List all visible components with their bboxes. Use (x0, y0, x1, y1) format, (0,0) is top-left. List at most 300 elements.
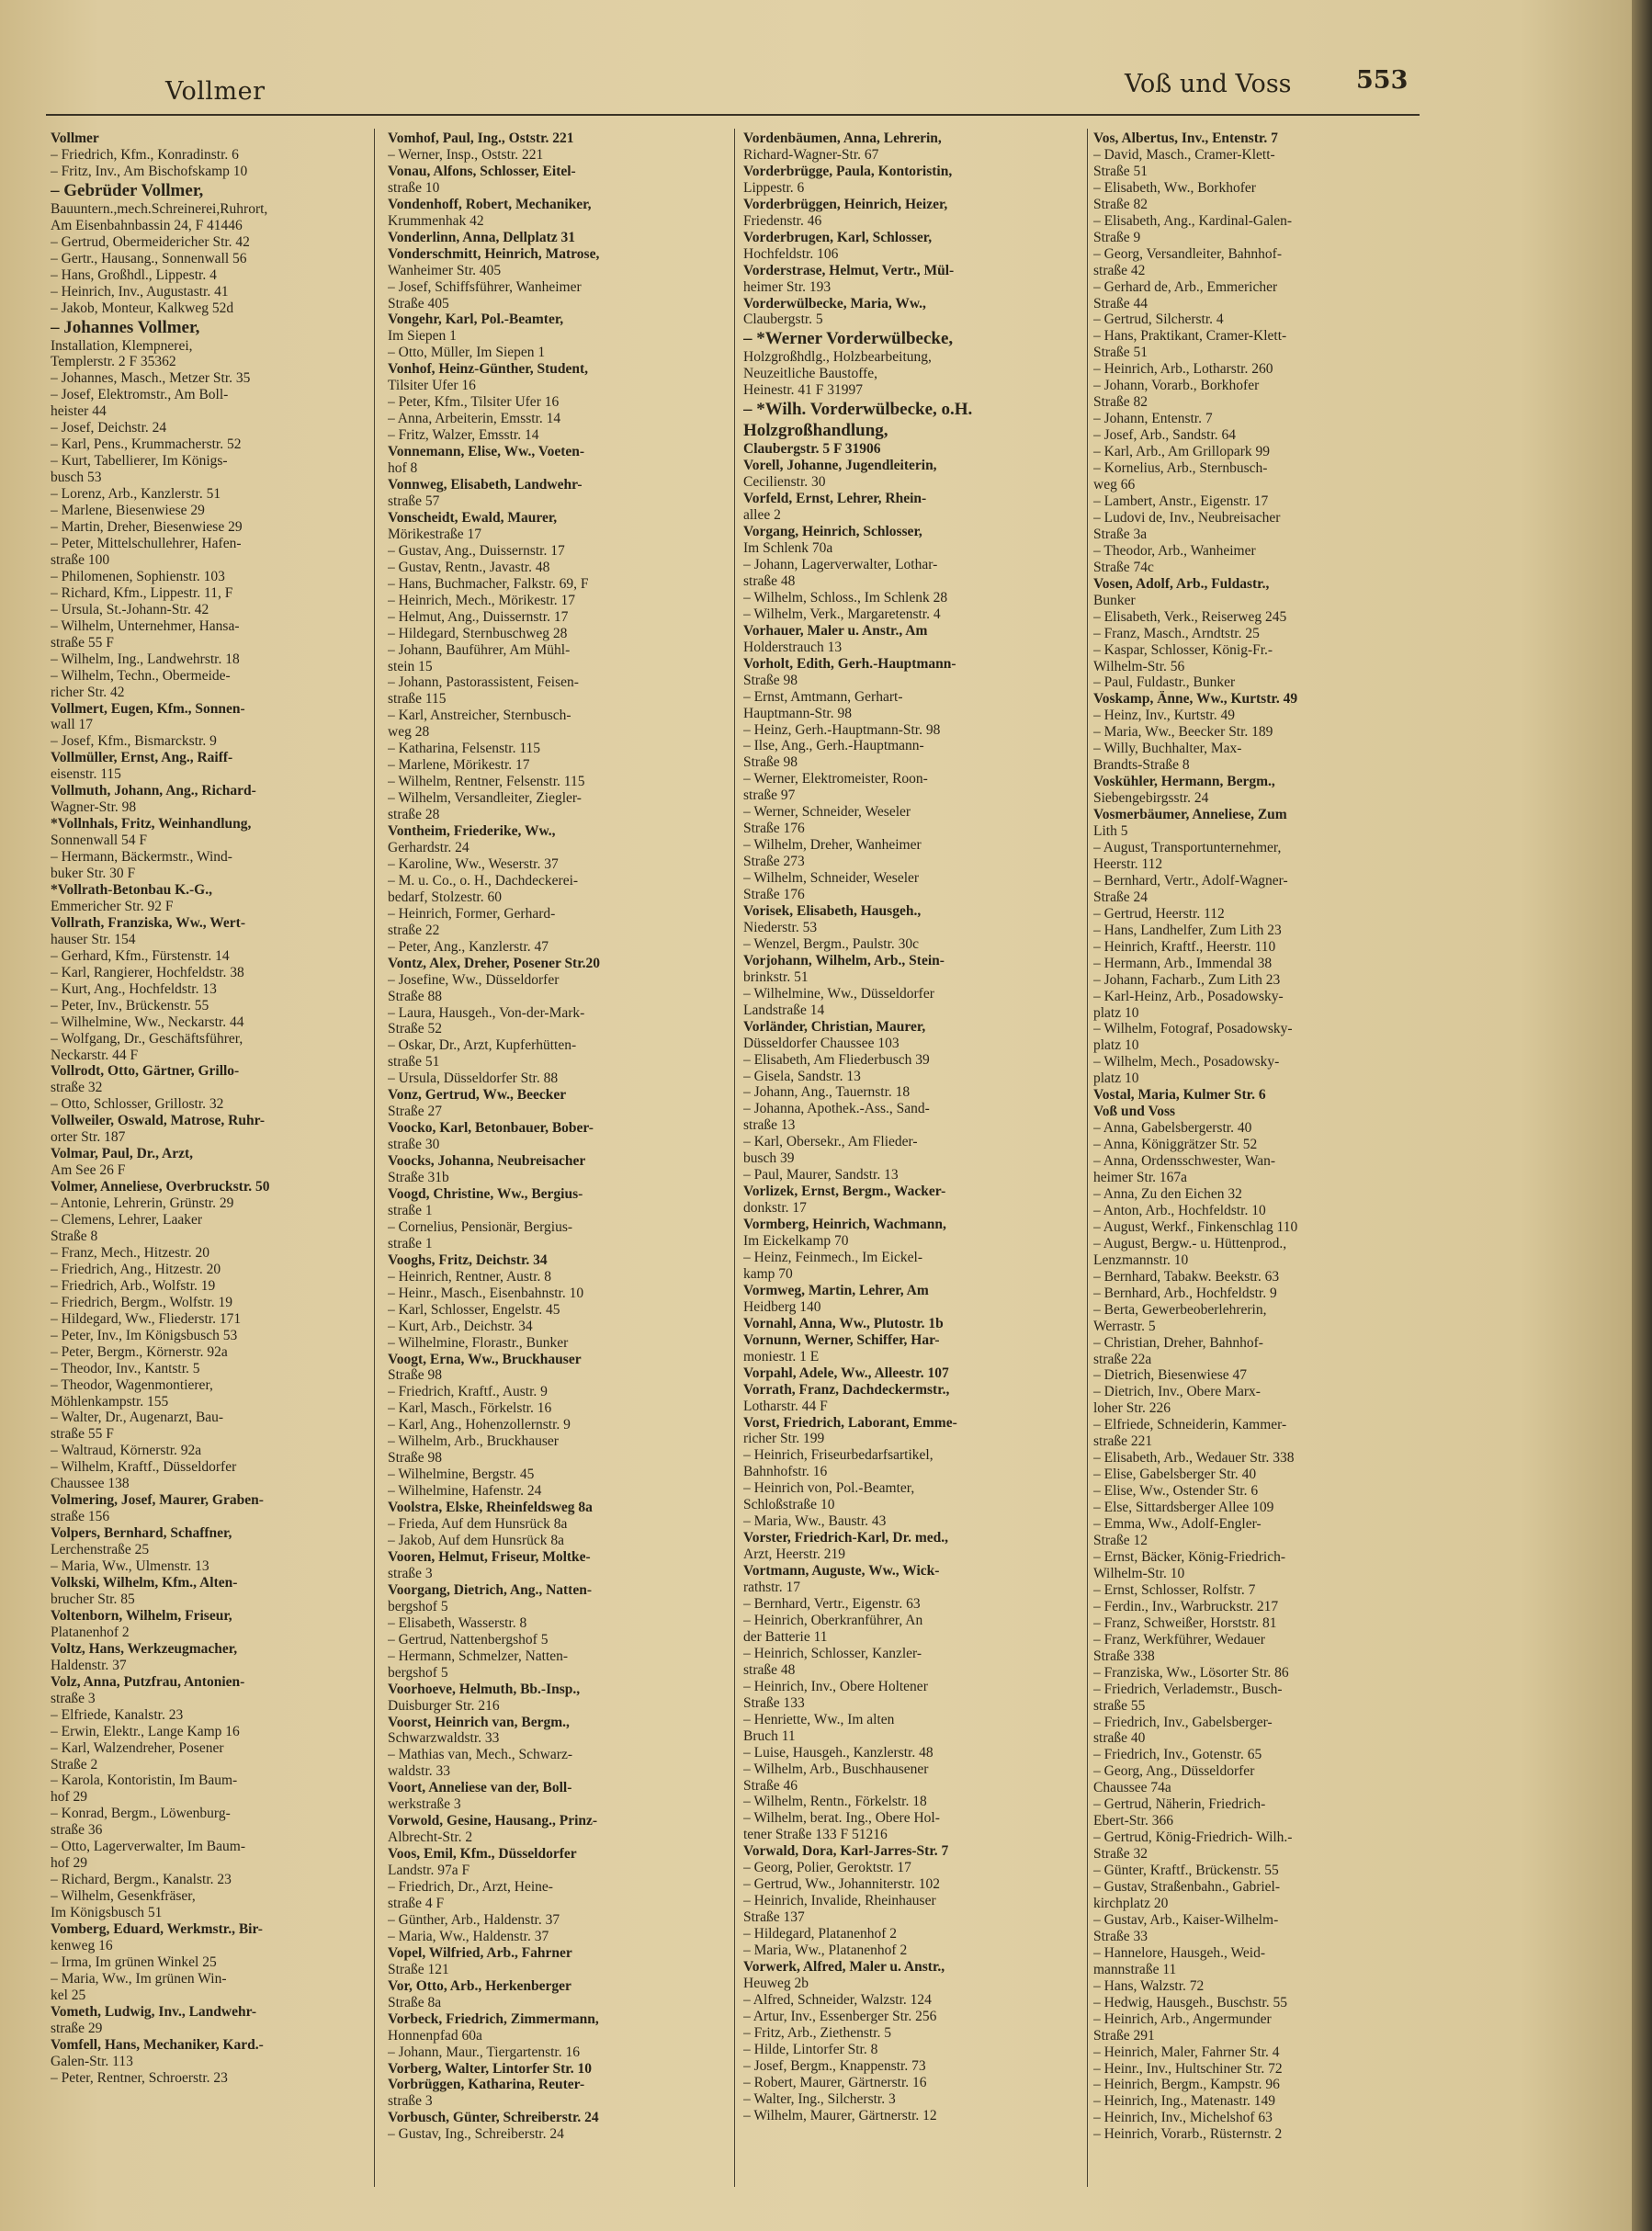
directory-entry: Heidberg 140 (743, 1298, 821, 1315)
directory-entry: – Ursula, Düsseldorfer Str. 88 (388, 1070, 559, 1087)
directory-entry: – Anna, Ordensschwester, Wan- (1093, 1153, 1276, 1170)
directory-entry: Straße 44 (1093, 295, 1148, 311)
directory-entry: Vorbrüggen, Katharina, Reuter- (388, 2077, 585, 2093)
directory-entry: – Günter, Kraftf., Brückenstr. 55 (1093, 1863, 1279, 1879)
directory-entry: – Maria, Ww., Im grünen Win- (51, 1970, 227, 1987)
directory-entry: Voskühler, Hermann, Bergm., (1093, 774, 1275, 790)
directory-entry: Siebengebirgsstr. 24 (1093, 790, 1209, 807)
directory-entry: Straße 8 (51, 1229, 98, 1244)
directory-entry: – Heinz, Feinmech., Im Eickel- (743, 1250, 922, 1265)
directory-entry: Volkski, Wilhelm, Kfm., Alten- (51, 1575, 238, 1591)
directory-entry: – Anna, Gabelsbergerstr. 40 (1093, 1120, 1252, 1137)
directory-entry: straße 48 (743, 572, 796, 589)
directory-entry: mannstraße 11 (1093, 1961, 1177, 1977)
directory-entry: – Gertrud, Obermeidericher Str. 42 (51, 233, 250, 250)
directory-entry: Wilhelm-Str. 10 (1093, 1565, 1185, 1581)
directory-entry: donkstr. 17 (743, 1200, 807, 1217)
directory-entry: – Lambert, Anstr., Eigenstr. 17 (1093, 493, 1269, 509)
directory-entry: – Else, Sittardsberger Allee 109 (1093, 1500, 1274, 1516)
directory-entry: Vonscheidt, Ewald, Maurer, (388, 509, 558, 526)
directory-entry: kirchplatz 20 (1093, 1895, 1169, 1911)
directory-entry: Gerhardstr. 24 (388, 839, 470, 855)
directory-entry: Haldenstr. 37 (51, 1657, 127, 1673)
directory-entry: straße 42 (1093, 262, 1146, 278)
directory-entry: allee 2 (743, 507, 781, 524)
directory-entry: werkstraße 3 (388, 1796, 461, 1813)
directory-entry: straße 22a (1093, 1351, 1152, 1367)
directory-entry: – Bernhard, Vertr., Adolf-Wagner- (1093, 872, 1288, 889)
directory-entry: straße 10 (388, 179, 440, 196)
directory-entry: – Friedrich, Kraftf., Austr. 9 (388, 1384, 548, 1400)
directory-entry: – Heinrich, Friseurbedarfsartikel, (743, 1447, 933, 1464)
directory-entry: straße 55 (1093, 1697, 1146, 1714)
directory-entry: Vopel, Wilfried, Arb., Fahrner (388, 1944, 572, 1961)
directory-entry: – Philomenen, Sophienstr. 103 (51, 568, 225, 584)
directory-entry: Vorhauer, Maler u. Anstr., Am (743, 622, 928, 639)
directory-entry: Niederstr. 53 (743, 919, 818, 935)
directory-entry: Straße 291 (1093, 2027, 1155, 2044)
directory-entry: Volpers, Bernhard, Schaffner, (51, 1525, 232, 1542)
directory-entry: Voorst, Heinrich van, Bergm., (388, 1714, 570, 1730)
directory-entry: Straße 405 (388, 295, 449, 311)
directory-entry: Straße 98 (388, 1367, 442, 1384)
directory-entry: – Wilhelm, Unternehmer, Hansa- (51, 617, 240, 634)
directory-entry: Wilhelm-Str. 56 (1093, 658, 1185, 674)
directory-entry: platz 10 (1093, 1070, 1139, 1087)
directory-entry: – Anna, Königgrätzer Str. 52 (1093, 1137, 1258, 1153)
directory-entry: Heuweg 2b (743, 1975, 809, 1991)
directory-entry: Vorell, Johanne, Jugendleiterin, (743, 458, 937, 474)
directory-entry: – Otto, Lagerverwalter, Im Baum- (51, 1839, 245, 1855)
column-divider (1087, 129, 1088, 2187)
directory-entry: Vorwald, Dora, Karl-Jarres-Str. 7 (743, 1843, 949, 1860)
directory-entry: – Wilhelm, Maurer, Gärtnerstr. 12 (743, 2107, 937, 2123)
directory-entry: – Heinz, Gerh.-Hauptmann-Str. 98 (743, 721, 941, 738)
directory-entry: Vordenbäumen, Anna, Lehrerin, (743, 130, 942, 146)
directory-entry: – Clemens, Lehrer, Laaker (51, 1212, 203, 1229)
directory-entry: – Christian, Dreher, Bahnhof- (1093, 1334, 1263, 1351)
directory-entry: Vostal, Maria, Kulmer Str. 6 (1093, 1087, 1266, 1104)
directory-entry: – Ilse, Ang., Gerh.-Hauptmann- (743, 738, 924, 754)
directory-entry: – Josef, Deichstr. 24 (51, 420, 167, 436)
directory-entry: – Heinrich, Arb., Angermunder (1093, 2010, 1272, 2027)
directory-entry: Arzt, Heerstr. 219 (743, 1546, 846, 1563)
directory-entry: Vorwerk, Alfred, Maler u. Anstr., (743, 1958, 945, 1975)
directory-entry: Straße 176 (743, 887, 805, 903)
directory-entry: – Hans, Buchmacher, Falkstr. 69, F (388, 575, 589, 592)
directory-entry: Vorbeck, Friedrich, Zimmermann, (388, 2010, 599, 2027)
directory-entry: Voß und Voss (1093, 1104, 1176, 1120)
directory-entry: – Heinz, Inv., Kurtstr. 49 (1093, 708, 1235, 724)
directory-entry: – Johann, Vorarb., Borkhofer (1093, 378, 1260, 394)
directory-entry: Straße 2 (51, 1756, 98, 1772)
directory-entry: Wagner-Str. 98 (51, 799, 137, 816)
directory-entry: brucher Str. 85 (51, 1591, 135, 1607)
directory-entry: Friedenstr. 46 (743, 212, 822, 229)
directory-entry: – Wilhelm, Kraftf., Düsseldorfer (51, 1459, 237, 1476)
directory-entry: Neckarstr. 44 F (51, 1047, 139, 1063)
directory-entry: – Josef, Elektromstr., Am Boll- (51, 387, 229, 403)
directory-entry: Volmer, Anneliese, Overbruckstr. 50 (51, 1179, 270, 1195)
directory-entry: – Karl, Masch., Förkelstr. 16 (388, 1400, 552, 1417)
directory-entry: – Jakob, Monteur, Kalkweg 52d (51, 300, 234, 316)
directory-entry: – Cornelius, Pensionär, Bergius- (388, 1218, 573, 1235)
directory-entry: – Gustav, Ing., Schreiberstr. 24 (388, 2126, 564, 2143)
directory-entry: Vollmer (51, 130, 99, 146)
directory-entry: – Karl-Heinz, Arb., Posadowsky- (1093, 988, 1284, 1004)
directory-entry: Straße 31b (388, 1170, 449, 1186)
directory-entry: straße 57 (388, 493, 440, 509)
directory-entry: Vollweiler, Oswald, Matrose, Ruhr- (51, 1113, 266, 1129)
directory-entry: Straße 46 (743, 1777, 798, 1794)
directory-entry: – Gertrud, Silcherstr. 4 (1093, 311, 1224, 328)
directory-entry: – Emma, Ww., Adolf-Engler- (1093, 1516, 1262, 1533)
directory-entry: – Franz, Masch., Arndtstr. 25 (1093, 625, 1260, 641)
directory-entry: – Werner, Elektromeister, Roon- (743, 771, 928, 787)
directory-entry: Honnenpfad 60a (388, 2027, 482, 2044)
directory-entry: straße 36 (51, 1822, 103, 1839)
directory-entry: – Kaspar, Schlosser, König-Fr.- (1093, 641, 1273, 658)
directory-entry: – Wilhelm, Verk., Margaretenstr. 4 (743, 606, 941, 622)
directory-entry: – Wolfgang, Dr., Geschäftsführer, (51, 1030, 243, 1047)
directory-entry: Voltz, Hans, Werkzeugmacher, (51, 1640, 238, 1657)
directory-entry: – Heinrich, Kraftf., Heerstr. 110 (1093, 938, 1276, 955)
directory-entry: Straße 32 (1093, 1846, 1148, 1863)
directory-entry: – Hans, Großhdl., Lippestr. 4 (51, 266, 217, 283)
directory-entry: weg 28 (388, 724, 430, 741)
directory-entry: Vorländer, Christian, Maurer, (743, 1018, 926, 1035)
directory-entry: Bauuntern.,mech.Schreinerei,Ruhrort, (51, 200, 268, 217)
directory-entry: kenweg 16 (51, 1937, 113, 1954)
directory-entry: Straße 24 (1093, 889, 1148, 905)
directory-entry: Straße 51 (1093, 345, 1148, 361)
directory-entry: Vorst, Friedrich, Laborant, Emme- (743, 1414, 957, 1431)
directory-entry: Holzgroßhandlung, (743, 421, 888, 441)
directory-entry: – Otto, Müller, Im Siepen 1 (388, 345, 546, 361)
directory-entry: – Wilhelm, Ing., Landwehrstr. 18 (51, 651, 240, 667)
directory-entry: – Werner, Insp., Oststr. 221 (388, 146, 544, 163)
directory-entry: – Maria, Ww., Beecker Str. 189 (1093, 724, 1273, 741)
column-divider (374, 129, 375, 2187)
directory-entry: Vonau, Alfons, Schlosser, Eitel- (388, 163, 576, 179)
directory-entry: Vooghs, Fritz, Deichstr. 34 (388, 1251, 548, 1268)
directory-entry: – Dietrich, Biesenwiese 47 (1093, 1367, 1248, 1384)
directory-entry: Vorster, Friedrich-Karl, Dr. med., (743, 1530, 948, 1546)
directory-entry: Vorgang, Heinrich, Schlosser, (743, 524, 922, 540)
directory-entry: – Josefine, Ww., Düsseldorfer (388, 971, 560, 988)
directory-entry: Templerstr. 2 F 35362 (51, 354, 176, 370)
directory-entry: – Ernst, Bäcker, König-Friedrich- (1093, 1548, 1286, 1565)
directory-entry: Brandts-Straße 8 (1093, 757, 1190, 774)
directory-entry: – Theodor, Wagenmontierer, (51, 1376, 213, 1393)
directory-entry: Vorpahl, Adele, Ww., Alleestr. 107 (743, 1365, 949, 1381)
directory-entry: – Gertrud, Näherin, Friedrich- (1093, 1796, 1266, 1813)
directory-entry: – Georg, Polier, Geroktstr. 17 (743, 1860, 911, 1876)
directory-entry: Heinestr. 41 F 31997 (743, 382, 864, 399)
directory-entry: – Gustav, Rentn., Javastr. 48 (388, 559, 550, 575)
directory-entry: – Elisabeth, Wasserstr. 8 (388, 1614, 527, 1631)
directory-entry: heister 44 (51, 403, 107, 420)
directory-entry: – Josef, Bergm., Knappenstr. 73 (743, 2057, 926, 2074)
directory-entry: – Hermann, Arb., Immendal 38 (1093, 955, 1273, 971)
directory-entry: – Anna, Arbeiterin, Emsstr. 14 (388, 411, 561, 427)
directory-entry: Hochfeldstr. 106 (743, 245, 839, 262)
directory-entry: straße 55 F (51, 634, 114, 651)
directory-entry: – Johann, Pastorassistent, Feisen- (388, 674, 579, 691)
directory-entry: – Wilhelm, Techn., Obermeide- (51, 667, 231, 684)
directory-entry: Chaussee 138 (51, 1476, 130, 1492)
directory-entry: Voort, Anneliese van der, Boll- (388, 1780, 572, 1796)
directory-entry: Bruch 11 (743, 1727, 796, 1744)
directory-entry: Voolstra, Elske, Rheinfeldsweg 8a (388, 1500, 593, 1516)
directory-entry: – Wilhelmine, Ww., Neckarstr. 44 (51, 1014, 244, 1030)
directory-entry: – Gertrud, Heerstr. 112 (1093, 905, 1225, 922)
directory-entry: – Wilhelm, Dreher, Wanheimer (743, 837, 922, 854)
directory-entry: straße 22 (388, 922, 440, 938)
directory-entry: Vollmuth, Johann, Ang., Richard- (51, 783, 256, 799)
directory-entry: – Heinrich, Inv., Augustastr. 41 (51, 283, 229, 300)
directory-entry: – Wilhelm, Schloss., Im Schlenk 28 (743, 589, 948, 606)
directory-entry: – Wilhelm, Gesenkfräser, (51, 1888, 196, 1905)
directory-entry: Bahnhofstr. 16 (743, 1464, 828, 1480)
directory-entry: waldstr. 33 (388, 1763, 451, 1780)
directory-entry: richer Str. 199 (743, 1431, 825, 1447)
directory-entry: – Hans, Walzstr. 72 (1093, 1977, 1205, 1994)
directory-entry: Am See 26 F (51, 1162, 126, 1179)
directory-entry: Voocks, Johanna, Neubreisacher (388, 1153, 586, 1170)
directory-entry: straße 100 (51, 551, 110, 568)
directory-entry: – Friedrich, Inv., Gotenstr. 65 (1093, 1747, 1262, 1763)
directory-entry: straße 30 (388, 1137, 440, 1153)
directory-entry: Cecilienstr. 30 (743, 474, 826, 491)
directory-entry: Lerchenstraße 25 (51, 1542, 150, 1558)
directory-entry: Ebert-Str. 366 (1093, 1813, 1173, 1829)
directory-entry: Claubergstr. 5 F 31906 (743, 441, 881, 458)
directory-entry: – Heinrich, Ing., Matenastr. 149 (1093, 2093, 1276, 2110)
directory-entry: – Bernhard, Arb., Hochfeldstr. 9 (1093, 1285, 1277, 1301)
page-number: 553 (1356, 66, 1409, 95)
directory-entry: – Peter, Kfm., Tilsiter Ufer 16 (388, 394, 560, 411)
directory-entry: Voos, Emil, Kfm., Düsseldorfer (388, 1846, 577, 1863)
directory-entry: Tilsiter Ufer 16 (388, 378, 476, 394)
directory-entry: Möhlenkampstr. 155 (51, 1393, 169, 1410)
directory-entry: Voorgang, Dietrich, Ang., Natten- (388, 1581, 593, 1598)
directory-entry: Volz, Anna, Putzfrau, Antonien- (51, 1673, 245, 1690)
directory-entry: loher Str. 226 (1093, 1400, 1171, 1417)
directory-entry: – *Werner Vorderwülbecke, (743, 329, 954, 349)
directory-entry: Voocko, Karl, Betonbauer, Bober- (388, 1120, 594, 1137)
directory-entry: hauser Str. 154 (51, 931, 136, 947)
directory-entry: – Heinrich, Invalide, Rheinhauser (743, 1893, 936, 1909)
directory-entry: – Luise, Hausgeh., Kanzlerstr. 48 (743, 1744, 933, 1761)
directory-entry: – Gebrüder Vollmer, (51, 180, 204, 200)
directory-entry: – Oskar, Dr., Arzt, Kupferhütten- (388, 1037, 577, 1054)
directory-entry: – Peter, Bergm., Körnerstr. 92a (51, 1343, 228, 1360)
header-rule (46, 114, 1420, 116)
directory-entry: Sonnenwall 54 F (51, 832, 148, 849)
directory-entry: – Friedrich, Kfm., Konradinstr. 6 (51, 146, 239, 163)
directory-entry: Straße 133 (743, 1694, 805, 1711)
directory-entry: Straße 98 (743, 754, 798, 771)
directory-entry: eisenstr. 115 (51, 766, 121, 783)
directory-entry: – Karola, Kontoristin, Im Baum- (51, 1772, 238, 1789)
directory-entry: *Vollnhals, Fritz, Weinhandlung, (51, 816, 252, 832)
directory-entry: – Heinrich, Rentner, Austr. 8 (388, 1268, 552, 1285)
directory-entry: Landstr. 97a F (388, 1863, 470, 1879)
directory-entry: Volmar, Paul, Dr., Arzt, (51, 1146, 193, 1162)
directory-entry: Vosmerbäumer, Anneliese, Zum (1093, 807, 1287, 823)
directory-entry: Wanheimer Str. 405 (388, 262, 502, 278)
running-head-left: Vollmer (165, 77, 266, 106)
directory-entry: Vometh, Ludwig, Inv., Landwehr- (51, 2003, 257, 2020)
directory-entry: Voogt, Erna, Ww., Bruckhauser (388, 1351, 582, 1367)
directory-entry: – Otto, Schlosser, Grillostr. 32 (51, 1096, 224, 1113)
directory-entry: – Johann, Lagerverwalter, Lothar- (743, 556, 938, 572)
directory-entry: hof 29 (51, 1789, 88, 1806)
directory-entry: – Gisela, Sandstr. 13 (743, 1068, 861, 1084)
directory-entry: – Hans, Praktikant, Cramer-Klett- (1093, 328, 1287, 345)
directory-entry: – Franz, Mech., Hitzestr. 20 (51, 1244, 210, 1261)
directory-entry: Straße 176 (743, 821, 805, 837)
directory-entry: Heerstr. 112 (1093, 855, 1163, 872)
directory-entry: – Gustav, Straßenbahn., Gabriel- (1093, 1879, 1281, 1896)
directory-entry: – Hermann, Bäckermstr., Wind- (51, 849, 232, 866)
directory-entry: – Mathias van, Mech., Schwarz- (388, 1747, 573, 1763)
directory-entry: Vornahl, Anna, Ww., Plutostr. 1b (743, 1315, 944, 1331)
directory-entry: – Heinrich, Inv., Michelshof 63 (1093, 2110, 1273, 2126)
directory-entry: richer Str. 42 (51, 684, 125, 700)
directory-entry: Voskamp, Änne, Ww., Kurtstr. 49 (1093, 691, 1298, 708)
directory-entry: – Wilhelmine, Hafenstr. 24 (388, 1483, 542, 1500)
directory-entry: – Theodor, Arb., Wanheimer (1093, 542, 1256, 559)
directory-entry: – Johann, Maur., Tiergartenstr. 16 (388, 2044, 580, 2060)
directory-entry: Straße 9 (1093, 229, 1141, 245)
directory-entry: – Karl, Anstreicher, Sternbusch- (388, 708, 571, 724)
directory-entry: Straße 121 (388, 1961, 449, 1977)
directory-entry: – Heinrich, Oberkranführer, An (743, 1612, 923, 1628)
directory-entry: – Peter, Inv., Brückenstr. 55 (51, 997, 209, 1014)
directory-entry: Werrastr. 5 (1093, 1318, 1156, 1334)
directory-entry: – Wilhelm, Versandleiter, Ziegler- (388, 790, 582, 807)
directory-entry: – Johann, Facharb., Zum Lith 23 (1093, 971, 1281, 988)
directory-entry: – Hilde, Lintorfer Str. 8 (743, 2041, 878, 2057)
directory-entry: Mörikestraße 17 (388, 526, 482, 542)
directory-entry: – Anton, Arb., Hochfeldstr. 10 (1093, 1202, 1266, 1218)
directory-entry: – Hannelore, Hausgeh., Weid- (1093, 1944, 1265, 1961)
directory-entry: – Josef, Schiffsführer, Wanheimer (388, 278, 582, 295)
directory-entry: Chaussee 74a (1093, 1780, 1171, 1796)
directory-entry: heimer Str. 193 (743, 278, 832, 295)
directory-entry: – Friedrich, Bergm., Wolfstr. 19 (51, 1294, 232, 1310)
directory-entry: Emmericher Str. 92 F (51, 898, 174, 914)
directory-entry: – Martin, Dreher, Biesenwiese 29 (51, 519, 243, 536)
directory-entry: – Kurt, Arb., Deichstr. 34 (388, 1318, 533, 1334)
directory-entry: – Karl, Walzendreher, Posener (51, 1739, 224, 1756)
directory-entry: – Katharina, Felsenstr. 115 (388, 741, 541, 757)
directory-entry: – Bernhard, Tabakw. Beekstr. 63 (1093, 1268, 1280, 1285)
directory-entry: kel 25 (51, 1987, 86, 2003)
directory-entry: – Wenzel, Bergm., Paulstr. 30c (743, 935, 920, 952)
directory-entry: – Elisabeth, Arb., Wedauer Str. 338 (1093, 1450, 1295, 1467)
directory-entry: Straße 33 (1093, 1928, 1148, 1944)
directory-entry: – Gertr., Hausang., Sonnenwall 56 (51, 250, 247, 266)
directory-entry: – August, Bergw.- u. Hüttenprod., (1093, 1235, 1287, 1251)
directory-entry: – Wilhelm, berat. Ing., Obere Hol- (743, 1810, 940, 1827)
directory-entry: – Wilhelm, Rentner, Felsenstr. 115 (388, 774, 585, 790)
directory-entry: – Georg, Versandleiter, Bahnhof- (1093, 245, 1282, 262)
directory-entry: Hauptmann-Str. 98 (743, 705, 852, 721)
directory-entry: straße 51 (388, 1054, 440, 1070)
directory-entry: – Gerhard de, Arb., Emmericher (1093, 278, 1278, 295)
directory-entry: – Wilhelm, Mech., Posadowsky- (1093, 1054, 1280, 1070)
directory-entry: – Friedrich, Inv., Gabelsberger- (1093, 1714, 1273, 1730)
directory-entry: – Wilhelmine, Bergstr. 45 (388, 1467, 535, 1483)
directory-entry: Platanenhof 2 (51, 1624, 130, 1640)
directory-entry: Vollrodt, Otto, Gärtner, Grillo- (51, 1063, 240, 1080)
directory-entry: – Hildegard, Platanenhof 2 (743, 1926, 898, 1942)
directory-entry: – Walter, Ing., Silcherstr. 3 (743, 2090, 896, 2107)
directory-entry: Vonderlinn, Anna, Dellplatz 31 (388, 229, 575, 245)
directory-entry: Vollmert, Eugen, Kfm., Sonnen- (51, 700, 245, 717)
directory-entry: Vontheim, Friederike, Ww., (388, 823, 556, 840)
directory-entry: – Johann, Bauführer, Am Mühl- (388, 641, 571, 658)
directory-entry: Vorwold, Gesine, Hausang., Prinz- (388, 1813, 598, 1829)
directory-entry: Vorberg, Walter, Lintorfer Str. 10 (388, 2060, 593, 2077)
directory-entry: – Günther, Arb., Haldenstr. 37 (388, 1911, 560, 1928)
directory-entry: straße 1 (388, 1202, 433, 1218)
directory-entry: – Frieda, Auf dem Hunsrück 8a (388, 1516, 568, 1533)
directory-entry: Vornunn, Werner, Schiffer, Har- (743, 1331, 940, 1348)
directory-entry: Straße 98 (743, 672, 798, 688)
directory-entry: – Ferdin., Inv., Warbruckstr. 217 (1093, 1598, 1279, 1614)
directory-entry: – Wilhelmine, Ww., Düsseldorfer (743, 985, 934, 1002)
directory-entry: – Alfred, Schneider, Walzstr. 124 (743, 1991, 932, 2008)
directory-entry: – Antonie, Lehrerin, Grünstr. 29 (51, 1195, 234, 1212)
directory-entry: – Bernhard, Vertr., Eigenstr. 63 (743, 1596, 921, 1613)
directory-entry: – Wilhelm, Schneider, Weseler (743, 870, 920, 887)
directory-entry: – Ernst, Amtmann, Gerhart- (743, 688, 903, 705)
directory-entry: – Josef, Arb., Sandstr. 64 (1093, 427, 1236, 444)
directory-entry: – Wilhelm, Rentn., Förkelstr. 18 (743, 1794, 927, 1810)
directory-entry: Holzgroßhdlg., Holzbearbeitung, (743, 349, 932, 366)
directory-entry: – Heinrich, Inv., Obere Holtener (743, 1678, 928, 1694)
directory-entry: – Franz, Schweißer, Horststr. 81 (1093, 1614, 1277, 1631)
directory-entry: – Willy, Buchhalter, Max- (1093, 741, 1242, 757)
directory-entry: Galen-Str. 113 (51, 2053, 133, 2069)
directory-entry: – Marlene, Biesenwiese 29 (51, 503, 205, 519)
directory-entry: busch 39 (743, 1150, 795, 1167)
directory-entry: – Berta, Gewerbeoberlehrerin, (1093, 1301, 1267, 1318)
directory-entry: Vollrath, Franziska, Ww., Wert- (51, 914, 245, 931)
directory-entry: – Gertrud, Ww., Johanniterstr. 102 (743, 1876, 940, 1893)
directory-entry: Lotharstr. 44 F (743, 1398, 828, 1414)
directory-entry: Straße 74c (1093, 559, 1154, 575)
directory-entry: Lith 5 (1093, 823, 1128, 840)
directory-entry: – Heinrich, Arb., Lotharstr. 260 (1093, 361, 1273, 378)
directory-entry: Vorbusch, Günter, Schreiberstr. 24 (388, 2110, 599, 2126)
directory-entry: Vormberg, Heinrich, Wachmann, (743, 1217, 946, 1233)
directory-entry: Straße 98 (388, 1450, 442, 1467)
directory-entry: Neuzeitliche Baustoffe, (743, 366, 878, 382)
directory-entry: straße 4 F (388, 1895, 445, 1911)
directory-entry: Straße 82 (1093, 196, 1148, 212)
directory-column-2 (388, 130, 728, 2143)
directory-entry: Claubergstr. 5 (743, 311, 823, 328)
directory-entry: – Karl, Pens., Krummacherstr. 52 (51, 436, 242, 453)
directory-column-1 (51, 130, 368, 2087)
directory-entry: – Peter, Rentner, Schroerstr. 23 (51, 2069, 228, 2086)
directory-entry: Vos, Albertus, Inv., Entenstr. 7 (1093, 130, 1278, 146)
